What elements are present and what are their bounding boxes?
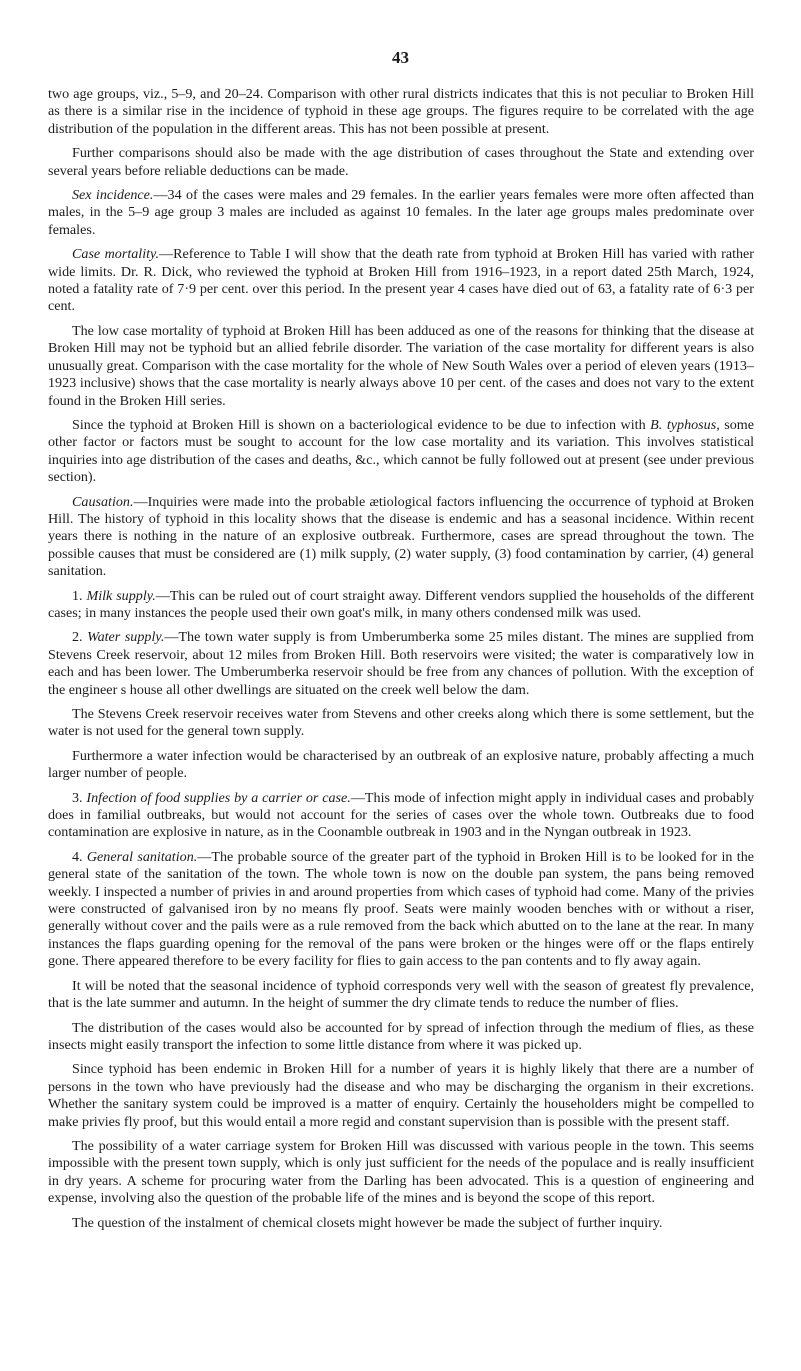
item-number: 3. [72,789,87,806]
paragraph-text: Further comparisons should also be made with the age distribution of cases throughout the State and extending over several years before reliable deductions can be made. [48,145,754,179]
paragraph-heading: Causation. [72,493,134,510]
paragraph-text: —Reference to Table I will show that the death rate from typhoid at Broken Hill has varied with rather wide limits. Dr. R. Dick, who reviewed the typhoid at Broken Hill from 1916–1923, in a report dated 25th March, 1924, noted a fatality rate of 7·9 per cent. over this period. In the present year 4 cases have died out of 63, a fatality rate of 6·3 per cent. [48,246,754,315]
paragraph [48,849,754,971]
item-number: 1. [72,587,87,604]
paragraph-text: , some other factor or factors must be sought to account for the low case mortality and its variation. This involves statistical inquiries into age distribution of the cases and deaths, &c., which cannot be fully followed out at present (see under previous section). [48,416,755,486]
paragraph [48,86,754,138]
paragraph-heading: Infection of food supplies by a carrier or case. [86,789,351,806]
page-number: 43 [392,48,409,67]
body-text [48,86,754,1239]
organism-name: B. typhosus [650,416,717,433]
paragraph-text: —Inquiries were made into the probable ætiological factors influencing the occurrence of typhoid at Broken Hill. The history of typhoid in this locality shows that the disease is endemic and has a seasonal incidence. Within recent years there is nothing in the nature of an explosive outbreak. Furthermore, cases are spread throughout the town. The possible causes that must be considered are (1) milk supply, (2) water supply, (3) food contamination by carrier, (4) general sanitation. [48,493,754,580]
paragraph [48,246,754,316]
paragraph [48,588,754,623]
item-number: 4. [72,848,87,865]
paragraph-text: —The town water supply is from Umberumberka some 25 miles distant. The mines are supplied from Stevens Creek reservoir, about 12 miles from Broken Hill. Both reservoirs were visited; the water is comparatively low in each and has been lower. The Umberumberka reservoir should be free from any chances of pollution. With the exception of the engineer s house all other dwellings are situated on the creek well below the dam. [48,629,754,698]
paragraph-text: two age groups, viz., 5–9, and 20–24. Comparison with other rural districts indicates that this is not peculiar to Broken Hill as there is a similar rise in the incidence of typhoid in these age groups. The figures require to be correlated with the age distribution of the population in the different areas. This has not been possible at present. [48,86,754,137]
paragraph [48,978,754,1013]
paragraph-heading: Milk supply. [86,587,156,604]
paragraph-heading: General sanitation. [86,848,198,865]
paragraph [48,494,754,581]
paragraph-heading: Water supply. [87,629,165,646]
paragraph-text: Since typhoid has been endemic in Broken Hill for a number of years it is highly likely that there are a number of persons in the town who have previously had the disease and who may be discharging the organism in their excretions. Whether the sanitary system could be improved is a matter of enquiry. Certainly the householders might be compelled to make privies fly proof, but this would entail a more regid and constant supervision than is possible with the present staff. [48,1061,754,1130]
paragraph-text: It will be noted that the seasonal incidence of typhoid corresponds very well with the season of greatest fly prevalence, that is the late summer and autumn. In the height of summer the dry climate tends to reduce the number of flies. [48,977,754,1012]
paragraph-text: —This can be ruled out of court straight away. Different vendors supplied the households of the different cases; in many instances the people used their own goat's milk, in many others condensed milk was used. [48,587,754,621]
paragraph [48,1215,754,1232]
paragraph-heading: Case mortality. [72,246,160,263]
paragraph-heading: Sex incidence. [72,187,154,204]
paragraph-text: Since the typhoid at Broken Hill is shown on a bacteriological evidence to be due to infection with [72,416,651,433]
paragraph-text: —The probable source of the greater part of the typhoid in Broken Hill is to be looked for in the general state of the sanitation of the town. The whole town is now on the double pan system, the pans being removed weekly. I inspected a number of privies in and around properties from which cases of typhoid had come. Many of the privies were constructed of galvanised iron by no means fly proof. Seats were mainly wooden benches with or without a riser, generally without cover and the pails were as a rule removed from the back which abutted on to the lane at the rear. In many instances the flaps guarding opening for the removal of the pans were broken or the hinges were off or the flaps entirely gone. There appeared therefore to be every facility for flies to gain access to the pan contents and to fly away again. [48,848,754,970]
paragraph-text: Furthermore a water infection would be characterised by an outbreak of an explosive nature, probably affecting a much larger number of people. [48,747,754,782]
paragraph [48,790,754,842]
paragraph-text: The Stevens Creek reservoir receives water from Stevens and other creeks along which there is some settlement, but the water is not used for the general town supply. [48,706,754,740]
paragraph [48,145,754,180]
paragraph-text: The possibility of a water carriage system for Broken Hill was discussed with various people in the town. This seems impossible with the present town supply, which is only just sufficient for the needs of the populace and is really insufficient in dry years. A scheme for procuring water from the Darling has been advocated. This is a question of engineering and expense, involving also the question of the probable life of the mines and is beyond the scope of this report. [48,1137,754,1207]
paragraph [48,187,754,239]
paragraph [48,1138,754,1208]
paragraph [48,1020,754,1055]
paragraph [48,1061,754,1131]
item-number: 2. [72,629,88,646]
paragraph [48,629,754,699]
paragraph [48,748,754,783]
paragraph [48,706,754,741]
paragraph [48,323,754,410]
paragraph [48,417,754,487]
paragraph-text: The low case mortality of typhoid at Broken Hill has been adduced as one of the reasons for thinking that the disease at Broken Hill may not be typhoid but an allied febrile disorder. The variation of the case mortality for different years is also unusually great. Comparison with the case mortality for the whole of New South Wales over a period of eleven years (1913–1923 inclusive) shows that the case mortality is nearly always above 10 per cent. of the cases and does not vary to the extent found in the Broken Hill series. [48,322,754,409]
paragraph-text: The distribution of the cases would also be accounted for by spread of infection through the medium of flies, as these insects might easily transport the infection to some little distance from where it was picked up. [48,1019,754,1053]
paragraph-text: The question of the instalment of chemical closets might however be made the subject of further inquiry. [72,1214,663,1231]
paragraph-text: —This mode of infection might apply in individual cases and probably does in familial outbreaks, but would not account for the series of cases over the whole town. Outbreaks due to food contamination are explosive in nature, as in the Coonamble outbreak in 1903 and in the Nyngan outbreak in 1923. [48,789,755,841]
paragraph-text: —34 of the cases were males and 29 females. In the earlier years females were more often affected than males, in the 5–9 age group 3 males are included as against 10 females. In the later age groups males predominate over females. [48,187,754,238]
